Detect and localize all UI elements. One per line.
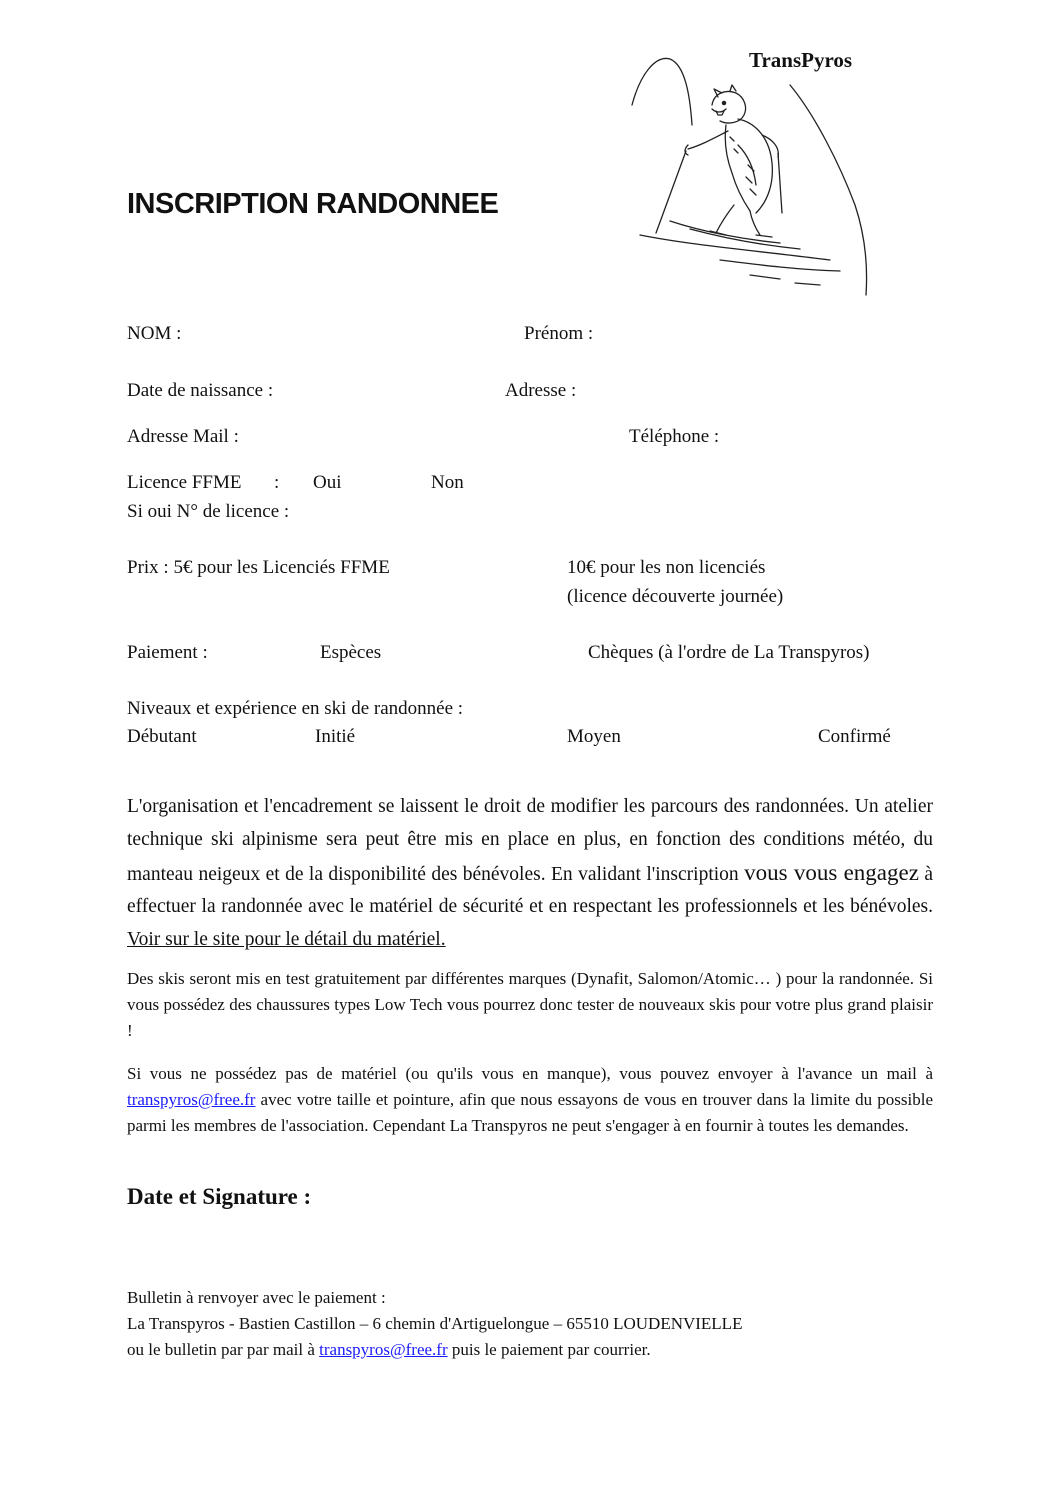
licence-label: Licence FFME [127,472,242,493]
licence-colon: : [274,472,280,493]
equipment-text-a: Si vous ne possédez pas de matériel (ou qu'ils vous en manque), vous pouvez envoyer à l'avance un mail à [127,1064,933,1083]
signature-label: Date et Signature : [127,1184,312,1209]
equipment-text-b: avec votre taille et pointure, afin que nous essayons de vous en trouver dans la limite du possible parmi les membres de l'association. Cependant La Transpyros ne peut s'engager à en fournir à toutes les demandes. [127,1090,933,1135]
payment-option-especes: Espèces [320,642,382,663]
footer-line-3 [127,1337,651,1363]
brand-name: TransPyros [749,48,853,72]
payment-option-cheques: Chèques (à l'ordre de La Transpyros) [588,642,870,663]
level-option-debutant: Débutant [127,726,197,747]
skiing-bear-illustration [630,45,875,300]
footer-text-a: ou le bulletin par par mail à [127,1340,320,1359]
address-label: Adresse : [505,380,577,401]
licence-number-label: Si oui N° de licence : [127,501,290,522]
phone-label: Téléphone : [629,426,720,447]
engagement-emphasis: vous vous engagez [744,859,919,885]
email-label: Adresse Mail : [127,426,239,447]
licence-option-oui: Oui [313,472,342,493]
level-option-moyen: Moyen [567,726,621,747]
price-licensed: Prix : 5€ pour les Licenciés FFME [127,557,390,578]
nom-label: NOM : [127,323,182,344]
conditions-paragraph [127,791,933,957]
licence-option-non: Non [431,472,464,493]
page-title: INSCRIPTION RANDONNEE [127,188,499,220]
conditions-text-a: L'organisation et l'encadrement se laissent le droit de modifier les parcours des randonnées. Un atelier technique ski alpinisme sera peut être mis en place en plus, en fonction des conditions météo, du manteau neigeux et de la disponibilité des bénévoles. En validant l'inscription [127,796,933,885]
conditions-text-b: à effectuer la randonnée avec le matériel de sécurité et en respectant les professionnels et les bénévoles. [127,863,933,918]
equipment-request-paragraph [127,1061,933,1139]
level-option-confirme: Confirmé [818,726,891,747]
price-note: (licence découverte journée) [567,586,784,607]
level-label: Niveaux et expérience en ski de randonnée : [127,698,464,719]
footer-email-link[interactable]: transpyros@free.fr [319,1340,448,1359]
payment-label: Paiement : [127,642,208,663]
prenom-label: Prénom : [524,323,594,344]
birthdate-label: Date de naissance : [127,380,274,401]
equipment-details-link[interactable]: Voir sur le site pour le détail du matériel. [127,929,446,951]
email-link[interactable]: transpyros@free.fr [127,1090,256,1109]
footer-line-1: Bulletin à renvoyer avec le paiement : [127,1288,386,1307]
price-unlicensed: 10€ pour les non licenciés [567,557,766,578]
ski-test-paragraph: Des skis seront mis en test gratuitement par différentes marques (Dynafit, Salomon/Atomic… ) pour la randonnée. Si vous possédez des chaussures types Low Tech vous pourrez donc tester de nouveaux skis pour votre plus grand plaisir ! [127,969,933,1040]
footer-address: La Transpyros - Bastien Castillon – 6 chemin d'Artiguelongue – 65510 LOUDENVIELLE [127,1314,743,1333]
level-option-initie: Initié [315,726,356,747]
footer-text-b: puis le paiement par courrier. [447,1340,651,1359]
